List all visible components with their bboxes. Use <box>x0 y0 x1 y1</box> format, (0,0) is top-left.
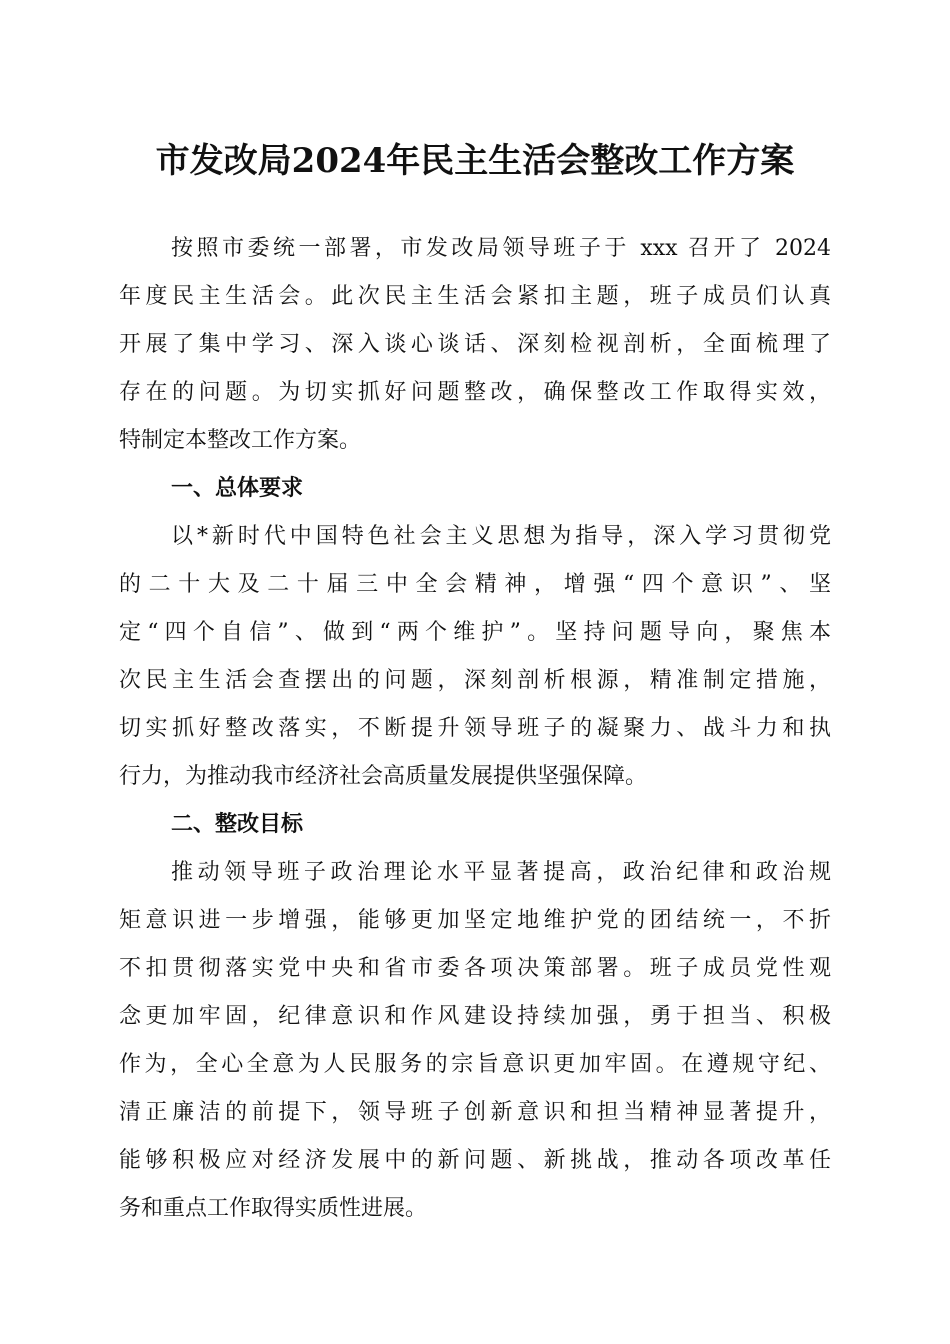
section1-line: 的二十大及二十届三中全会精神，增强“四个意识”、坚 <box>119 572 831 597</box>
section2-line: 推动领导班子政治理论水平显著提高，政治纪律和政治规 <box>171 860 831 885</box>
section1-line: 行力，为推动我市经济社会高质量发展提供坚强保障。 <box>119 764 648 789</box>
section-heading-overall-requirements: 一、总体要求 <box>171 476 304 501</box>
section2-line: 矩意识进一步增强，能够更加坚定地维护党的团结统一，不折 <box>119 908 831 933</box>
section-heading-rectification-goals: 二、整改目标 <box>171 812 304 837</box>
section2-line: 务和重点工作取得实质性进展。 <box>119 1196 428 1221</box>
section2-line: 念更加牢固，纪律意识和作风建设持续加强，勇于担当、积极 <box>119 1004 831 1029</box>
section1-line: 以*新时代中国特色社会主义思想为指导，深入学习贯彻党 <box>171 524 831 549</box>
section1-line: 定“四个自信”、做到“两个维护”。坚持问题导向，聚焦本 <box>119 620 831 645</box>
section2-line: 不扣贯彻落实党中央和省市委各项决策部署。班子成员党性观 <box>119 956 831 981</box>
intro-line: 存在的问题。为切实抓好问题整改，确保整改工作取得实效， <box>119 380 831 405</box>
document-title: 市发改局2024年民主生活会整改工作方案 <box>155 141 795 181</box>
section2-line: 清正廉洁的前提下，领导班子创新意识和担当精神显著提升， <box>119 1100 831 1125</box>
section2-line: 能够积极应对经济发展中的新问题、新挑战，推动各项改革任 <box>119 1148 831 1173</box>
section1-line: 切实抓好整改落实，不断提升领导班子的凝聚力、战斗力和执 <box>119 716 831 741</box>
intro-line: 按照市委统一部署，市发改局领导班子于 xxx 召开了 2024 <box>171 236 831 261</box>
section2-line: 作为，全心全意为人民服务的宗旨意识更加牢固。在遵规守纪、 <box>119 1052 831 1077</box>
intro-line: 特制定本整改工作方案。 <box>119 428 362 453</box>
section1-line: 次民主生活会查摆出的问题，深刻剖析根源，精准制定措施， <box>119 668 831 693</box>
intro-line: 年度民主生活会。此次民主生活会紧扣主题，班子成员们认真 <box>119 284 831 309</box>
intro-line: 开展了集中学习、深入谈心谈话、深刻检视剖析，全面梳理了 <box>119 332 831 357</box>
